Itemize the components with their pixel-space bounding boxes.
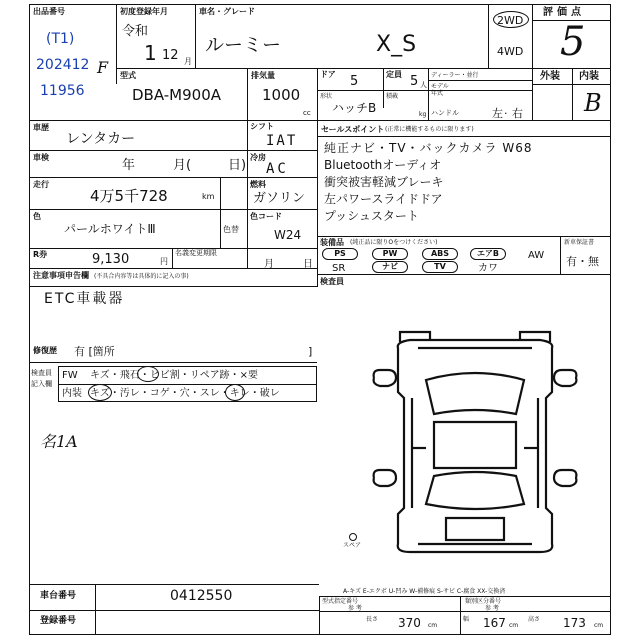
title-deadline-label: 名義変更期限 xyxy=(175,249,217,257)
notes-label: 注意事項申告欄 xyxy=(33,271,89,280)
inspector-label: 検査員 xyxy=(320,277,344,286)
sales-point: 左パワースライドドア xyxy=(324,192,443,206)
car-grade: X_S xyxy=(376,32,417,57)
inspection-month: 月( xyxy=(173,158,192,173)
sales-points-list xyxy=(324,140,606,225)
divider xyxy=(460,596,461,635)
shape-label: 形状 xyxy=(320,93,333,100)
load-label: 積載 xyxy=(386,93,399,100)
divider xyxy=(317,68,318,120)
sales-points-sub: (正常に機能するものに限ります) xyxy=(385,126,474,133)
divider xyxy=(532,4,533,120)
first-reg-month-suffix: 月 xyxy=(184,57,192,66)
inspection-day: 日) xyxy=(228,158,247,173)
repair-close: ] xyxy=(308,345,313,358)
color-code-value: W24 xyxy=(274,228,302,242)
divider xyxy=(317,236,611,237)
color-label: 色 xyxy=(33,212,41,221)
shift-label: シフト xyxy=(250,122,274,131)
model-label: 型式 xyxy=(120,71,136,80)
equipment-sub: (純正品に限りOをつけください) xyxy=(350,239,438,246)
divider xyxy=(317,274,611,275)
divider xyxy=(29,248,317,249)
equip-leather: カワ xyxy=(478,263,498,274)
equip-sr: SR xyxy=(332,263,346,274)
check-int-label: 内装 xyxy=(62,388,82,399)
first-reg-year: 1 xyxy=(144,41,157,65)
capacity-label: 定員 xyxy=(386,70,402,79)
equip-navi: ナビ xyxy=(372,261,408,273)
divider xyxy=(29,150,317,151)
divider xyxy=(247,120,248,268)
warranty-value: 有・無 xyxy=(566,255,599,268)
exterior-label: 外装 xyxy=(540,71,560,82)
color-code-label: 色コード xyxy=(250,212,282,221)
interior-label: 内装 xyxy=(579,71,599,82)
equip-aw: AW xyxy=(528,250,545,261)
sales-point: 純正ナビ・TV・バックカメラ W68 xyxy=(324,141,533,155)
equip-airbag: エアB xyxy=(470,248,506,260)
equipment-label: 装備品 xyxy=(320,238,344,247)
divider xyxy=(29,584,319,585)
equip-ps: PS xyxy=(322,248,358,260)
repair-value: 有 [箇所 xyxy=(74,345,115,358)
warranty-label: 新車保証書 xyxy=(564,239,595,246)
divider xyxy=(428,68,429,120)
length-label: 長さ xyxy=(366,616,379,623)
displacement-unit: cc xyxy=(303,109,311,117)
recycle-label: R券 xyxy=(33,250,48,259)
inspection-year: 年 xyxy=(122,158,136,173)
repair-label: 修復歴 xyxy=(33,346,57,355)
drive-4wd: 4WD xyxy=(497,45,524,58)
divider xyxy=(319,611,611,612)
stock-mark: F xyxy=(97,58,109,77)
mileage-value: 4万5千728 xyxy=(90,187,168,205)
divider xyxy=(116,68,611,69)
sales-point: Bluetoothオーディオ xyxy=(324,158,442,172)
interior-grade: B xyxy=(584,89,602,117)
notes-sub: (不具合内容等は具体的に記入の事) xyxy=(94,273,189,280)
handwritten-note: 名1A xyxy=(40,432,78,451)
fuel-value: ガソリン xyxy=(253,191,306,206)
doors-label: ドア xyxy=(320,70,336,79)
divider xyxy=(317,90,532,91)
height-unit: cm xyxy=(594,622,604,629)
model-year-label: モデル年式 xyxy=(431,83,449,97)
load-unit: kg xyxy=(419,111,427,118)
check-label-1: 検査員 xyxy=(31,369,52,377)
drive-2wd: 2WD xyxy=(497,14,524,27)
inspection-label: 車検 xyxy=(33,153,49,162)
handle-right: 右 xyxy=(512,107,523,120)
sales-point: プッシュスタート xyxy=(324,209,419,223)
score-label: 評価点 xyxy=(543,7,585,18)
history-label: 車歴 xyxy=(33,123,49,132)
divider xyxy=(220,177,221,209)
registration-label: 登録番号 xyxy=(40,616,77,626)
displacement-value: 1000 xyxy=(262,86,301,104)
divider xyxy=(572,68,573,120)
spare-circle xyxy=(349,533,357,541)
divider xyxy=(95,584,96,635)
divider xyxy=(172,248,173,268)
check-ext-fw: FW xyxy=(62,370,78,381)
title-deadline-day: 日 xyxy=(303,259,313,270)
handle-label: ハンドル xyxy=(431,109,459,117)
fuel-label: 燃料 xyxy=(250,180,266,189)
stock-line1: (T1) xyxy=(46,31,75,47)
doors-value: 5 xyxy=(350,74,359,89)
equip-pw: PW xyxy=(372,248,408,260)
capacity-value: 5 xyxy=(410,74,419,89)
first-reg-label: 初度登録年月 xyxy=(120,7,168,16)
width-label: 幅 xyxy=(463,616,470,623)
circle-mark xyxy=(225,384,245,401)
mileage-unit: km xyxy=(202,192,215,201)
first-reg-era: 令和 xyxy=(122,24,149,39)
equip-abs: ABS xyxy=(422,248,458,260)
divider xyxy=(488,4,489,68)
car-diagram xyxy=(370,318,580,560)
recycle-unit: 円 xyxy=(160,257,168,266)
divider xyxy=(560,236,561,274)
stock-line2: 202412 xyxy=(36,57,90,73)
stock-label: 出品番号 xyxy=(33,7,65,16)
ref-label: 参 考 xyxy=(348,605,362,612)
recycle-value: 9,130 xyxy=(92,252,130,267)
chassis-label: 車台番号 xyxy=(40,591,77,601)
divider xyxy=(383,68,384,108)
car-name: ルーミー xyxy=(205,34,282,56)
height-label: 高さ xyxy=(528,616,541,623)
length-unit: cm xyxy=(428,622,438,629)
type-spec-label: 型式指定番号 xyxy=(322,598,359,605)
divider xyxy=(317,120,318,287)
check-ext-text: キズ・飛石・ヒビ割・リペア跡・×要 xyxy=(90,370,258,381)
color-value: パールホワイトⅢ xyxy=(64,222,156,236)
divider xyxy=(247,68,248,120)
history-value: レンタカー xyxy=(66,131,136,147)
height-value: 173 xyxy=(563,616,586,630)
divider xyxy=(29,177,317,178)
score-value: 5 xyxy=(560,19,586,65)
divider xyxy=(428,80,532,81)
class-label: 類別区分番号 xyxy=(465,598,502,605)
divider xyxy=(317,136,611,137)
first-reg-month: 12 xyxy=(162,48,179,63)
divider xyxy=(29,362,317,363)
shape-value: ハッチB xyxy=(332,101,377,115)
class-ref-label: 参 考 xyxy=(485,605,499,612)
divider xyxy=(29,286,317,287)
capacity-unit: 人 xyxy=(420,81,427,89)
width-unit: cm xyxy=(509,622,519,629)
stock-line3: 11956 xyxy=(40,83,85,99)
divider xyxy=(29,209,317,210)
circle-mark xyxy=(137,366,159,382)
sales-point: 衝突被害軽減ブレーキ xyxy=(324,175,444,189)
chassis-value: 0412550 xyxy=(170,588,233,604)
check-label-2: 記入欄 xyxy=(31,380,52,388)
length-value: 370 xyxy=(398,616,421,630)
car-name-label: 車名・グレード xyxy=(199,7,255,16)
divider xyxy=(29,610,319,611)
ac-label: 冷房 xyxy=(250,153,266,162)
handle-dot: · xyxy=(504,107,508,120)
ac-value: AC xyxy=(266,161,289,177)
divider xyxy=(116,4,117,84)
spare-label: スペア xyxy=(343,542,362,549)
model-value: DBA-M900A xyxy=(132,86,222,104)
width-value: 167 xyxy=(483,616,506,630)
handle-left: 左 xyxy=(492,107,503,120)
title-deadline-month: 月 xyxy=(264,259,274,270)
mileage-label: 走行 xyxy=(33,180,49,189)
circle-mark xyxy=(88,384,112,401)
displacement-label: 排気量 xyxy=(251,71,275,80)
equip-tv: TV xyxy=(422,261,458,273)
divider xyxy=(195,4,196,68)
check-int-text: キズ・汚レ・コゲ・穴・スレ・キレ・破レ xyxy=(90,388,280,399)
divider xyxy=(220,209,221,248)
notes-value: ETC車載器 xyxy=(44,291,125,307)
shift-value: IAT xyxy=(266,133,298,149)
dealer-label: ディーラー・並行 xyxy=(431,72,479,79)
color-change-label: 色替 xyxy=(223,225,239,234)
sales-points-label: セールスポイント xyxy=(321,125,385,134)
legend: A-キズ E-エクボ U-凹み W-補修痕 S-サビ C-腐食 XX-交換済 xyxy=(343,588,506,595)
divider xyxy=(29,120,611,121)
